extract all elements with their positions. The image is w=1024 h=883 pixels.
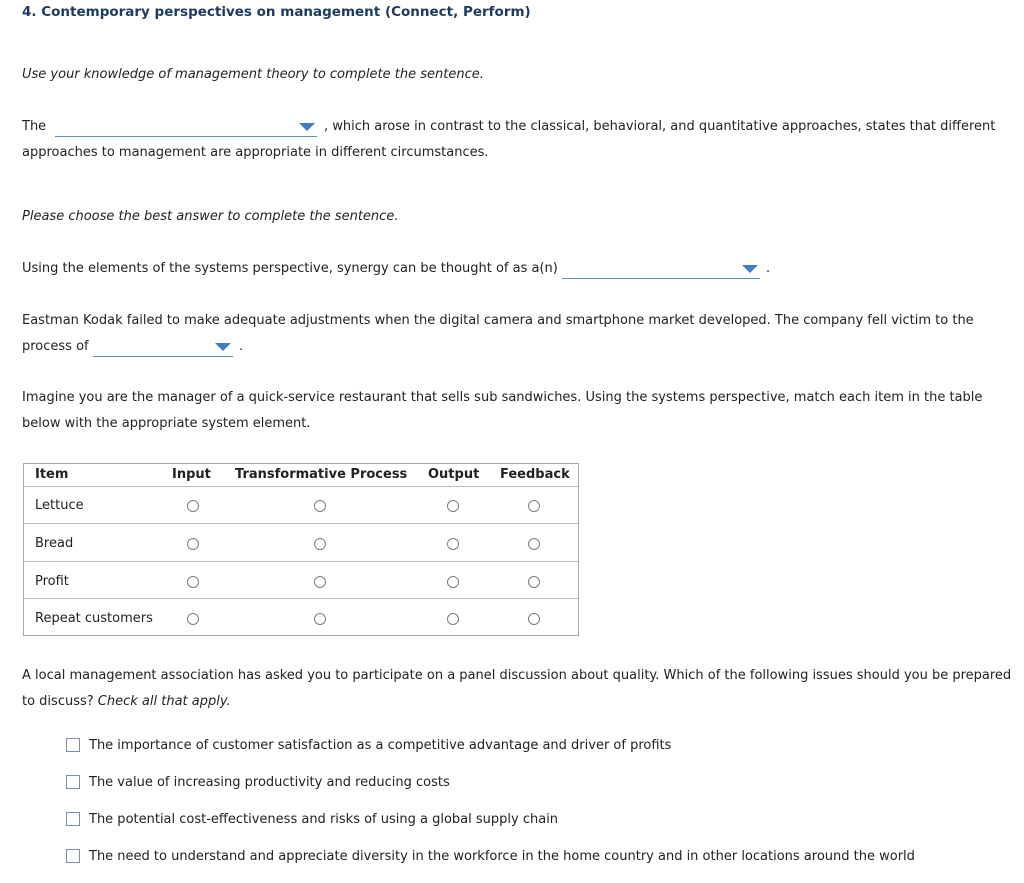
radio-lettuce-input[interactable] <box>187 500 199 512</box>
radio-profit-feedback[interactable] <box>528 576 540 588</box>
q2-end-period: . <box>766 261 771 276</box>
table-header-feedback: Feedback <box>500 467 570 482</box>
q4-text-line2: below with the appropriate system element. <box>22 416 311 431</box>
q5-text-line2-before: to discuss? <box>22 694 94 709</box>
radio-bread-output[interactable] <box>447 538 459 550</box>
q2-dropdown[interactable] <box>562 260 760 279</box>
radio-bread-transformative[interactable] <box>314 538 326 550</box>
table-row <box>24 486 578 524</box>
checkbox-customer-satisfaction[interactable] <box>66 738 80 752</box>
row-label: Repeat customers <box>35 611 153 626</box>
checkbox-global-supply-chain[interactable] <box>66 812 80 826</box>
q3-text-line1: Eastman Kodak failed to make adequate adjustments when the digital camera and smartphone market developed. The company fell victim to the <box>22 313 974 328</box>
q1-text-after: , which arose in contrast to the classical, behavioral, and quantitative approaches, states that different <box>324 119 996 134</box>
q5-check-all-note: Check all that apply. <box>97 694 231 709</box>
radio-repeat-customers-output[interactable] <box>447 613 459 625</box>
table-row <box>24 561 578 599</box>
q1-instruction: Use your knowledge of management theory to complete the sentence. <box>22 67 484 82</box>
q3-end-period: . <box>239 339 244 354</box>
table-header-output: Output <box>428 467 480 482</box>
checkbox-diversity[interactable] <box>66 849 80 863</box>
radio-lettuce-feedback[interactable] <box>528 500 540 512</box>
q5-text-line1: A local management association has asked you to participate on a panel discussion about quality. Which of the following issues should you be prepared <box>22 668 1012 683</box>
radio-repeat-customers-input[interactable] <box>187 613 199 625</box>
radio-bread-input[interactable] <box>187 538 199 550</box>
row-label: Profit <box>35 574 69 589</box>
table-header-transformative-process: Transformative Process <box>235 467 408 482</box>
q5-text-line2 <box>22 694 231 709</box>
radio-profit-output[interactable] <box>447 576 459 588</box>
q2-instruction: Please choose the best answer to complete the sentence. <box>22 209 399 224</box>
q1-dropdown[interactable] <box>55 118 317 137</box>
option-label: The potential cost-effectiveness and risks of using a global supply chain <box>89 812 559 827</box>
chevron-down-icon <box>215 343 231 351</box>
table-header-item: Item <box>35 467 69 482</box>
option-label: The value of increasing productivity and reducing costs <box>89 775 450 790</box>
radio-profit-transformative[interactable] <box>314 576 326 588</box>
matching-table <box>23 463 579 636</box>
radio-repeat-customers-transformative[interactable] <box>314 613 326 625</box>
page-title: 4. Contemporary perspectives on management (Connect, Perform) <box>22 4 531 20</box>
radio-bread-feedback[interactable] <box>528 538 540 550</box>
q3-dropdown[interactable] <box>93 338 233 357</box>
radio-lettuce-output[interactable] <box>447 500 459 512</box>
radio-lettuce-transformative[interactable] <box>314 500 326 512</box>
checkbox-productivity[interactable] <box>66 775 80 789</box>
row-label: Bread <box>35 536 74 551</box>
radio-repeat-customers-feedback[interactable] <box>528 613 540 625</box>
table-row <box>24 523 578 561</box>
radio-profit-input[interactable] <box>187 576 199 588</box>
q1-text-line2: approaches to management are appropriate in different circumstances. <box>22 145 489 160</box>
q4-text-line1: Imagine you are the manager of a quick-service restaurant that sells sub sandwiches. Using the systems perspective, match each item in the table <box>22 390 983 405</box>
chevron-down-icon <box>742 265 758 273</box>
option-label: The need to understand and appreciate diversity in the workforce in the home country and in other locations around the world <box>89 849 915 864</box>
table-header-input: Input <box>172 467 211 482</box>
table-row <box>24 598 578 636</box>
chevron-down-icon <box>299 123 315 131</box>
q1-text-before: The <box>22 119 47 134</box>
q3-text-line2: process of <box>22 339 89 354</box>
row-label: Lettuce <box>35 498 84 513</box>
option-label: The importance of customer satisfaction as a competitive advantage and driver of profits <box>89 738 672 753</box>
q2-text: Using the elements of the systems perspective, synergy can be thought of as a(n) <box>22 261 558 276</box>
